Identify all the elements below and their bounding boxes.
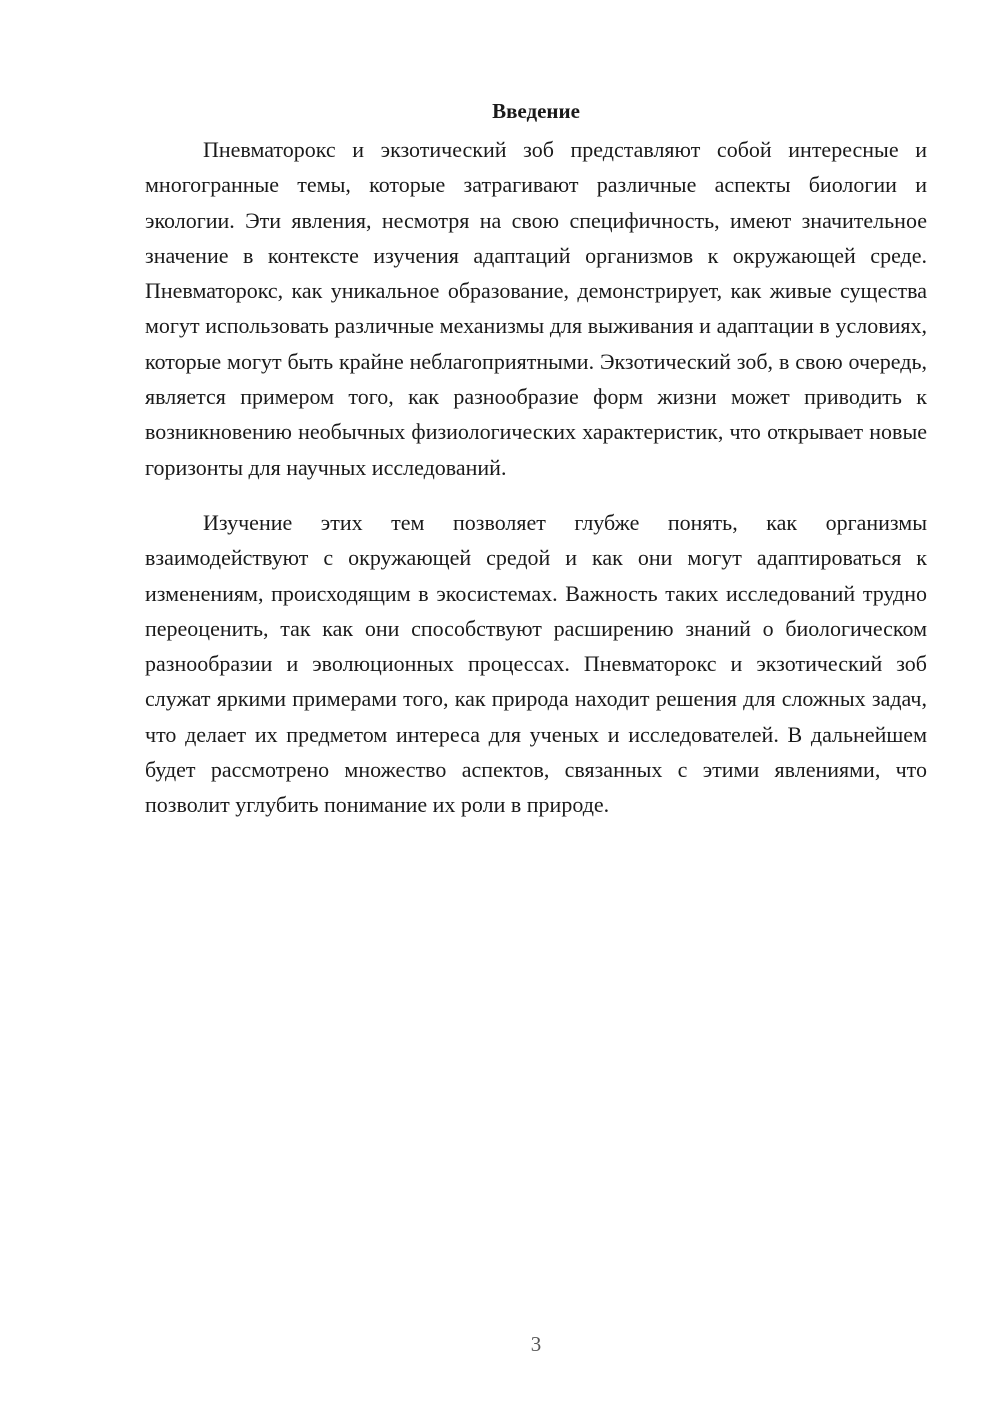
document-body xyxy=(145,96,927,823)
paragraph-1: Пневматорокс и экзотический зоб представляют собой интересные и многогранные темы, которые затрагивают различные аспекты биологии и экологии. Эти явления, несмотря на свою специфичность, имеют значительное значение в контексте изучения адаптаций организмов к окружающей среде. Пневматорокс, как уникальное образование, демонстрирует, как живые существа могут использовать различные механизмы для выживания и адаптации в условиях, которые могут быть крайне неблагоприятными. Экзотический зоб, в свою очередь, является примером того, как разнообразие форм жизни может приводить к возникновению необычных физиологических характеристик, что открывает новые горизонты для научных исследований. xyxy=(145,137,927,480)
page-number: 3 xyxy=(530,1332,542,1356)
paragraph-2: Изучение этих тем позволяет глубже понять, как организмы взаимодействуют с окружающей средой и как они могут адаптироваться к изменениям, происходящим в экосистемах. Важность таких исследований трудно переоценить, так как они способствуют расширению знаний о биологическом разнообразии и эволюционных процессах. Пневматорокс и экзотический зоб служат яркими примерами того, как природа находит решения для сложных задач, что делает их предметом интереса для ученых и исследователей. В дальнейшем будет рассмотрено множество аспектов, связанных с этими явлениями, что позволит углубить понимание их роли в природе. xyxy=(145,509,927,818)
section-title: Введение xyxy=(492,99,580,123)
